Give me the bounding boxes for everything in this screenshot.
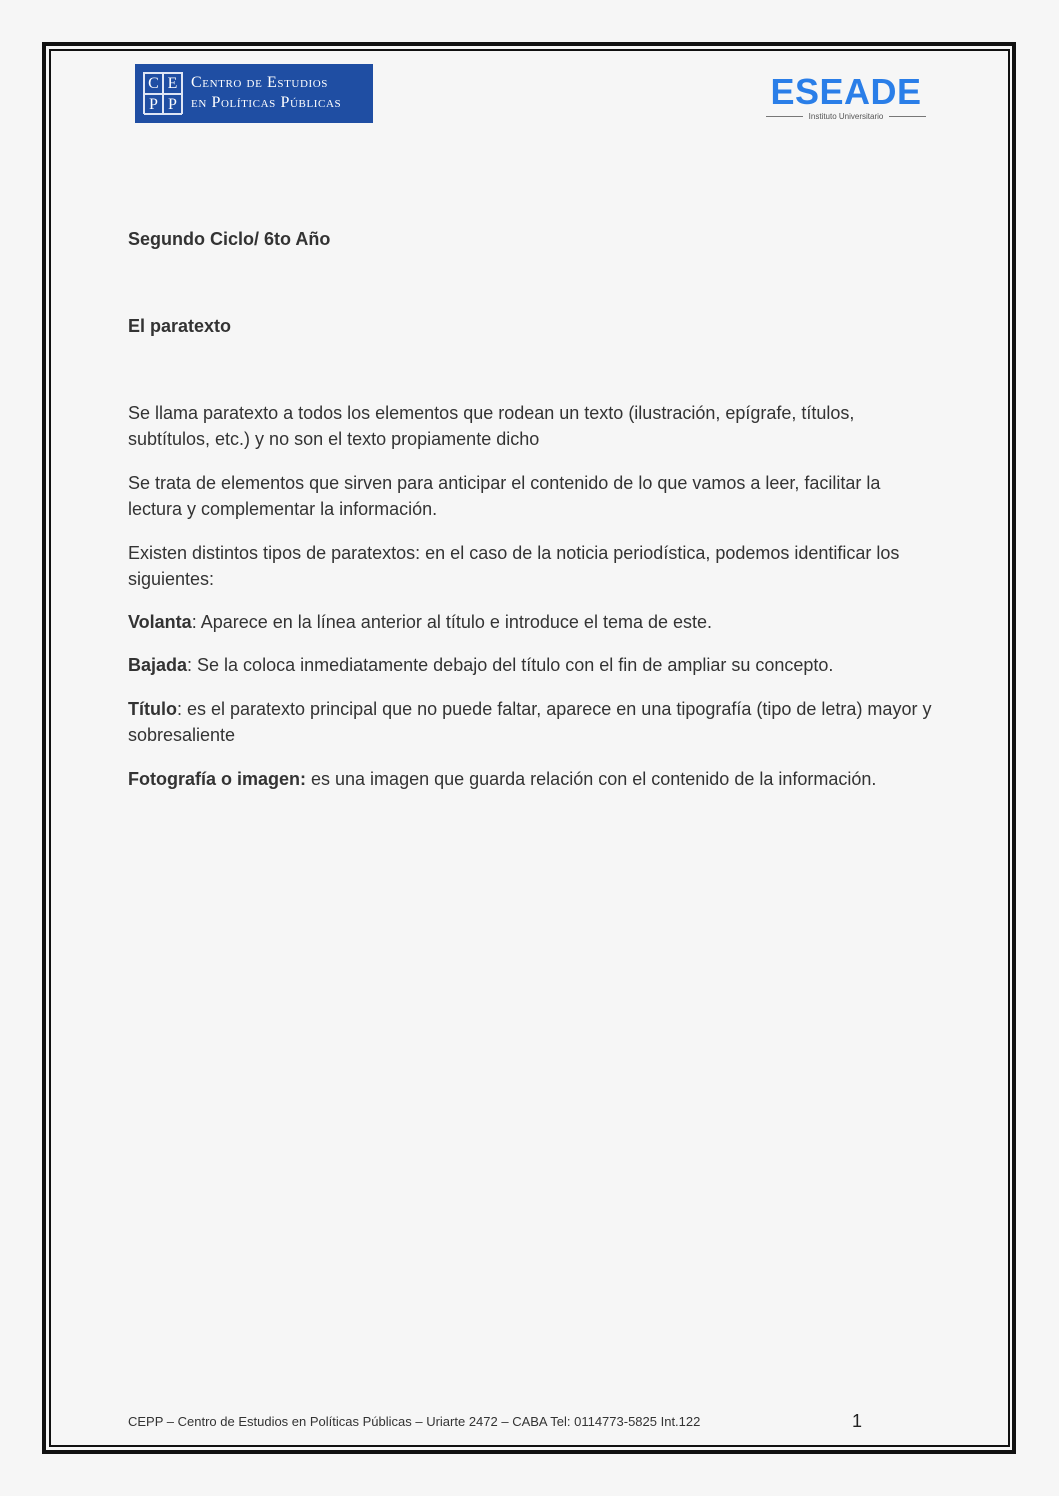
definition-text: es una imagen que guarda relación con el contenido de la información.	[306, 769, 877, 789]
definition-volanta	[128, 609, 938, 635]
definition-text: : Se la coloca inmediatamente debajo del título con el fin de ampliar su concepto.	[187, 655, 834, 675]
cepp-logo-text	[191, 73, 341, 113]
definition-text: : Aparece en la línea anterior al título e introduce el tema de este.	[191, 612, 713, 632]
cepp-logo-letter: P	[144, 94, 163, 115]
definition-term: Título	[128, 699, 177, 719]
paragraph: Existen distintos tipos de paratextos: en el caso de la noticia periodística, podemos identificar los siguientes:	[128, 543, 900, 589]
document-title: El paratexto	[128, 316, 232, 336]
eseade-logo-subtitle-row	[766, 112, 926, 121]
definition-term: Volanta	[128, 612, 192, 632]
cepp-logo-mark	[143, 72, 183, 114]
paragraph: Se trata de elementos que sirven para anticipar el contenido de lo que vamos a leer, facilitar la lectura y complementar la información.	[128, 473, 881, 519]
definition-fotografia	[128, 766, 938, 792]
eseade-logo-word: ESEADE	[770, 71, 922, 112]
footer-text: CEPP – Centro de Estudios en Políticas Públicas – Uriarte 2472 – CABA Tel: 0114773-5825 Int.122	[128, 1414, 701, 1429]
divider	[889, 116, 926, 117]
cycle-heading: Segundo Ciclo/ 6to Año	[128, 229, 331, 249]
cepp-logo	[135, 64, 373, 123]
cepp-logo-line2: en Políticas Públicas	[191, 94, 342, 111]
cepp-logo-letter: E	[163, 73, 182, 94]
cepp-logo-letter: P	[163, 94, 182, 115]
cepp-logo-letter: C	[144, 73, 163, 94]
definition-term: Bajada	[128, 655, 188, 675]
definition-term: Fotografía o imagen:	[128, 769, 307, 789]
eseade-logo	[766, 72, 926, 126]
definition-titulo	[128, 696, 938, 748]
definition-bajada	[128, 652, 938, 678]
page-number: 1	[852, 1411, 863, 1431]
eseade-logo-subtitle: Instituto Universitario	[808, 112, 884, 121]
cepp-logo-line1: Centro de Estudios	[191, 74, 329, 91]
page-border-inner	[49, 49, 1010, 1447]
paragraph: Se llama paratexto a todos los elementos que rodean un texto (ilustración, epígrafe, títulos, subtítulos, etc.) y no son el texto propiamente dicho	[128, 403, 855, 449]
divider	[766, 116, 803, 117]
definition-text: : es el paratexto principal que no puede faltar, aparece en una tipografía (tipo de letra) mayor y sobresaliente	[128, 699, 932, 745]
